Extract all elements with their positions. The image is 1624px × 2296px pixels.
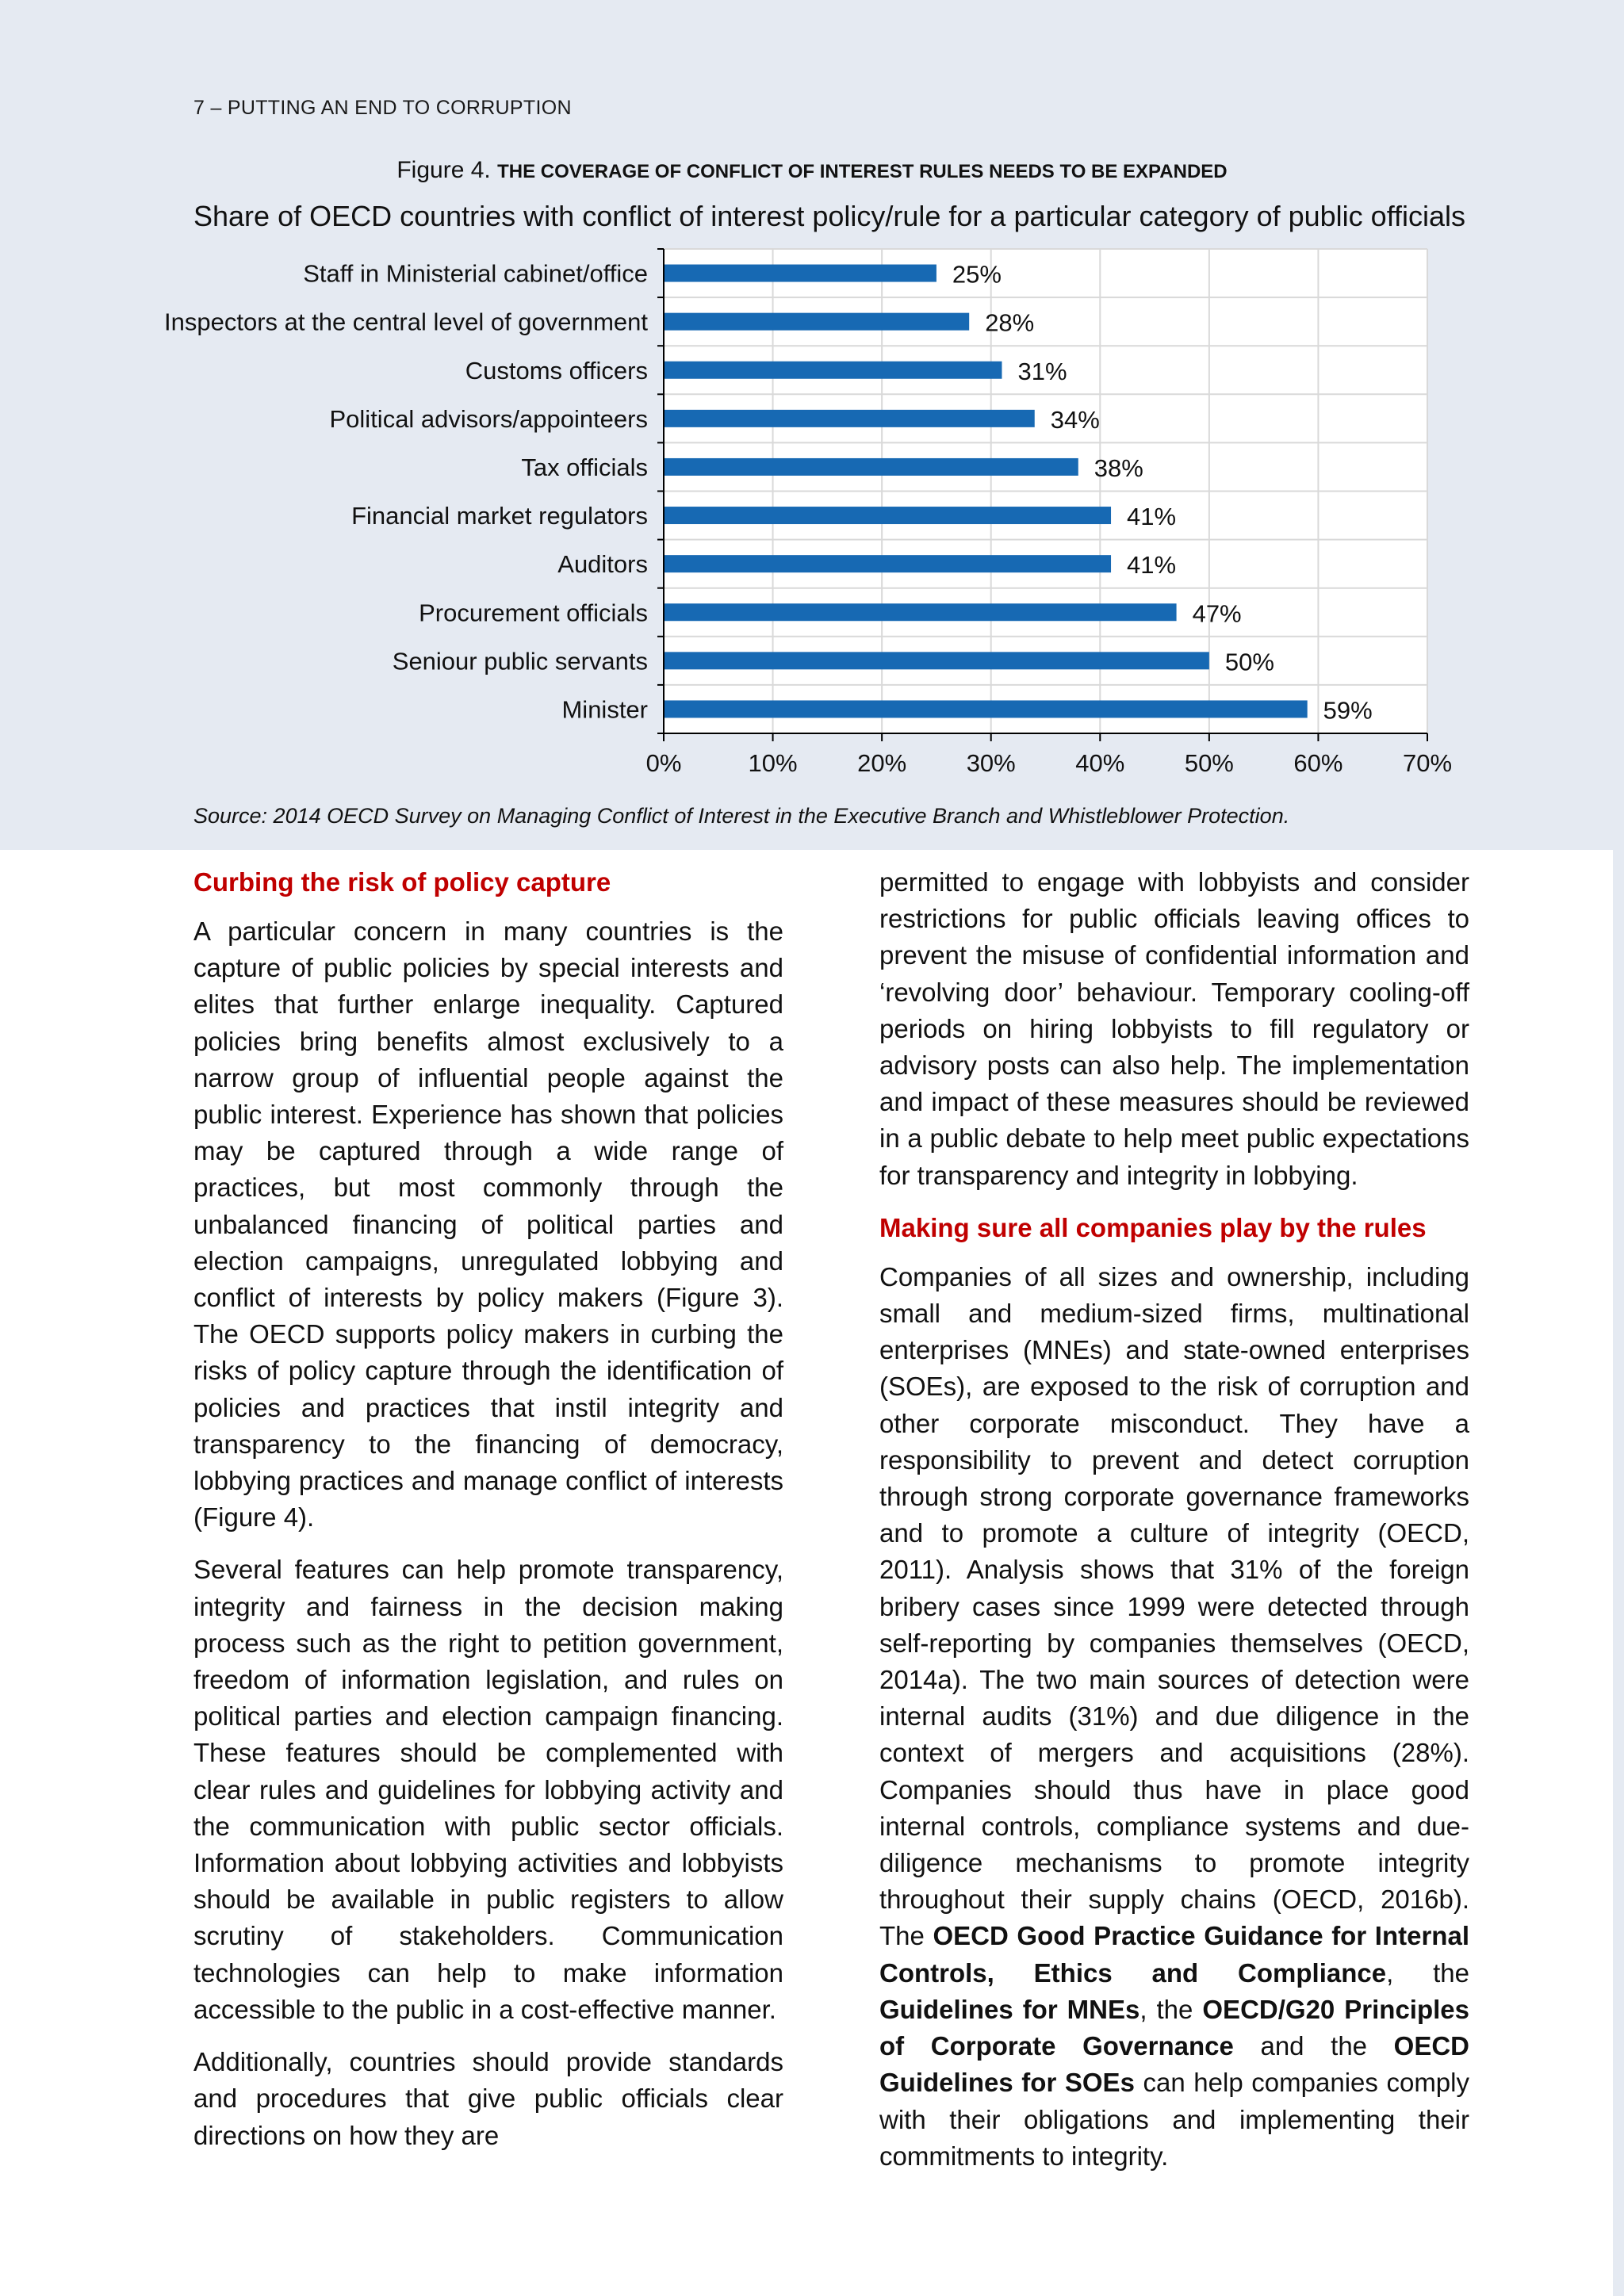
bold-reference: OECD Good Practice Guidance for Internal Controls, Ethics and Compliance bbox=[879, 1921, 1469, 1988]
x-tick-label: 70% bbox=[1402, 749, 1453, 777]
text-run: , the bbox=[1139, 1994, 1193, 2024]
page-edge-strip bbox=[1613, 850, 1624, 2296]
x-tick-label: 10% bbox=[748, 749, 798, 777]
figure-source: Source: 2014 OECD Survey on Managing Conflict of Interest in the Executive Branch and Whistleblower Protection. bbox=[193, 804, 1290, 828]
text-run: , the bbox=[1386, 1957, 1469, 1988]
bar bbox=[664, 700, 1308, 718]
x-tick-label: 60% bbox=[1293, 749, 1343, 777]
section-heading-policy-capture: Curbing the risk of policy capture bbox=[193, 867, 611, 897]
bold-reference: OECD Guidelines for SOEs bbox=[879, 2031, 1469, 2098]
paragraph: Several features can help promote transparency, integrity and fairness in the decision making process such as the right to petition government, freedom of information legislation, and rules on political parties and election campaign financing. These features should be complemented with clear rules and guidelines for lobbying activity and the communication with public sector officials. Information about lobbying activities and lobbyists should be available in public registers to allow scrutiny of stakeholders. Communication technologies can help to make information accessible to the public in a cost-effective manner. bbox=[193, 1555, 783, 2024]
paragraph: permitted to engage with lobbyists and consider restrictions for public officials leaving offices to prevent the misuse of confidential information and ‘revolving door’ behaviour. Temporary cooling-off periods on hiring lobbyists to fill regulatory or advisory posts can also help. The implementation and impact of these measures should be reviewed in a public debate to help meet public expectations for transparency and integrity in lobbying. bbox=[879, 867, 1469, 1190]
running-header: 7 – PUTTING AN END TO CORRUPTION bbox=[193, 97, 572, 119]
bar bbox=[664, 362, 1002, 379]
paragraph bbox=[879, 1259, 1469, 2175]
text-run: and the bbox=[1260, 2031, 1368, 2061]
bar-chart bbox=[0, 0, 1624, 801]
figure-title: THE COVERAGE OF CONFLICT OF INTEREST RULES NEEDS TO BE EXPANDED bbox=[497, 161, 1228, 182]
figure-label: Figure 4. bbox=[396, 157, 491, 183]
x-tick-label: 50% bbox=[1184, 749, 1234, 777]
data-label: 50% bbox=[1224, 648, 1274, 676]
bar bbox=[664, 603, 1177, 621]
paragraph: A particular concern in many countries is the capture of public policies by special interests and elites that further enlarge inequality. Captured policies bring benefits almost exclusively to a narrow group of influential people against the public interest. Experience has shown that policies may be captured through a wide range of practices, but most commonly through the unbalanced financing of political parties and election campaigns, unregulated lobbying and conflict of interests by policy makers (Figure 3). The OECD supports policy makers in curbing the risks of policy capture through the identification of policies and practices that instil integrity and transparency to the financing of democracy, lobbying practices and manage conflict of interests (Figure 4). bbox=[193, 916, 783, 1533]
paragraph: Additionally, countries should provide standards and procedures that give public officials clear directions on how they are bbox=[193, 2047, 783, 2150]
data-label: 28% bbox=[985, 308, 1035, 337]
data-label: 59% bbox=[1323, 696, 1373, 725]
bar bbox=[664, 507, 1111, 524]
bar bbox=[664, 265, 936, 282]
category-label: Staff in Ministerial cabinet/office bbox=[303, 259, 648, 288]
x-tick-label: 20% bbox=[857, 749, 907, 777]
bold-reference: Guidelines for MNEs bbox=[879, 1994, 1140, 2024]
right-column bbox=[879, 864, 1469, 2191]
category-label: Political advisors/appointeers bbox=[329, 404, 648, 433]
x-tick-label: 30% bbox=[966, 749, 1016, 777]
category-label: Inspectors at the central level of government bbox=[164, 308, 648, 336]
section-heading-companies: Making sure all companies play by the rules bbox=[879, 1212, 1427, 1242]
category-label: Financial market regulators bbox=[351, 502, 648, 530]
bar bbox=[664, 555, 1111, 572]
category-label: Tax officials bbox=[521, 453, 648, 481]
data-label: 34% bbox=[1050, 405, 1100, 434]
left-column bbox=[193, 864, 783, 2170]
category-label: Customs officers bbox=[465, 356, 648, 385]
bar bbox=[664, 652, 1209, 669]
text-run: Companies of all sizes and ownership, including small and medium-sized firms, multinational enterprises (MNEs) and state-owned enterprises (SOEs), are exposed to the risk of corruption and other corporate misconduct. They have a responsibility to prevent and detect corruption through strong corporate governance frameworks and to promote a culture of integrity (OECD, 2011). Analysis shows that 31% of the foreign bribery cases since 1999 were detected through self-reporting by companies themselves (OECD, 2014a). The two main sources of detection were internal audits (31%) and due diligence in the context of mergers and acquisitions (28%). Companies should thus have in place good internal controls, compliance systems and due-diligence mechanisms to promote integrity throughout their supply chains (OECD, 2016b). The bbox=[879, 1261, 1469, 1951]
bar bbox=[664, 313, 969, 331]
data-label: 25% bbox=[952, 260, 1002, 289]
x-tick-label: 40% bbox=[1075, 749, 1125, 777]
figure-subtitle: Share of OECD countries with conflict of interest policy/rule for a particular category of public officials bbox=[193, 200, 1466, 232]
text-run: can help companies comply with their obligations and implementing their commitments to integrity. bbox=[879, 2068, 1469, 2171]
data-label: 41% bbox=[1127, 551, 1177, 580]
data-label: 41% bbox=[1127, 503, 1177, 531]
category-label: Minister bbox=[561, 695, 648, 724]
data-label: 31% bbox=[1017, 357, 1067, 385]
category-label: Seniour public servants bbox=[392, 647, 648, 675]
bar bbox=[664, 458, 1078, 476]
category-label: Procurement officials bbox=[419, 599, 648, 627]
bar bbox=[664, 410, 1035, 427]
data-label: 47% bbox=[1192, 599, 1242, 628]
bold-reference: OECD/G20 Principles of Corporate Governance bbox=[879, 1994, 1469, 2061]
data-label: 38% bbox=[1094, 453, 1143, 482]
x-tick-label: 0% bbox=[645, 749, 682, 777]
category-label: Auditors bbox=[557, 550, 648, 579]
